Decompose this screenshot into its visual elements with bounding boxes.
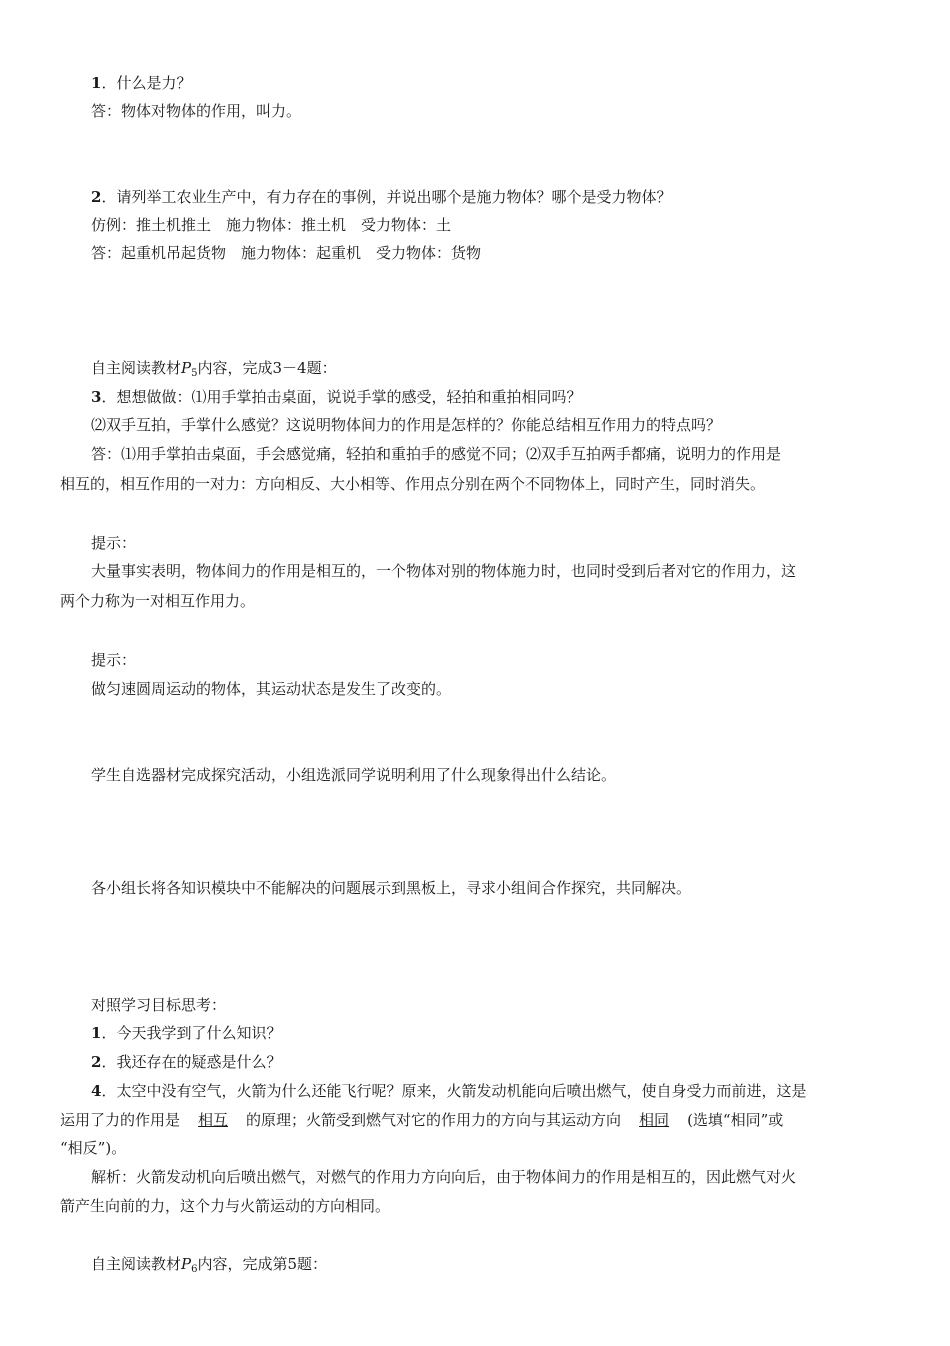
q3-answer-1: 答：⑴用手掌拍击桌面，手会感觉痛，轻拍和重拍手的感觉不同；⑵双手互拍两手都痛，说明力的作用是 <box>91 445 782 463</box>
tip-1-line1: 大量事实表明，物体间力的作用是相互的，一个物体对别的物体施力时，也同时受到后者对它的作用力，这 <box>91 562 797 580</box>
q1-answer: 答：物体对物体的作用，叫力。 <box>91 102 302 120</box>
reflect-item-1: 1．今天我学到了什么知识？ <box>91 1024 282 1042</box>
q4-blank-1: 相互 <box>198 1111 229 1129</box>
q4-analysis-1: 解析：火箭发动机向后喷出燃气，对燃气的作用力方向向后，由于物体间力的作用是相互的，因此燃气对火 <box>91 1168 797 1186</box>
q2-example: 仿例：推土机推土 施力物体：推土机 受力物体：土 <box>91 216 452 234</box>
q4-line2: 运用了力的作用是 相互 的原理；火箭受到燃气对它的作用力的方向与其运动方向 相同 (选填“相同”或 <box>60 1111 784 1129</box>
tip-1-label: 提示： <box>91 534 137 552</box>
q4-line1: 4．太空中没有空气，火箭为什么还能飞行呢？原来，火箭发动机能向后喷出燃气，使自身受力而前进，这是 <box>91 1082 807 1100</box>
reflect-item-2: 2．我还存在的疑惑是什么？ <box>91 1053 282 1071</box>
reflect-title: 对照学习目标思考： <box>91 996 227 1014</box>
tip-2-line1: 做匀速圆周运动的物体，其运动状态是发生了改变的。 <box>91 680 452 698</box>
read-instruction-1: 自主阅读教材$P_5$内容，完成3－4题： <box>91 359 337 379</box>
q4-blank-2: 相同 <box>639 1111 670 1129</box>
activity-text: 学生自选器材完成探究活动，小组选派同学说明利用了什么现象得出什么结论。 <box>91 766 617 784</box>
read-instruction-2: 自主阅读教材$P_6$内容，完成第5题： <box>91 1255 328 1275</box>
q4-analysis-2: 箭产生向前的力，这个力与火箭运动的方向相同。 <box>60 1197 391 1215</box>
q2-question: 2．请列举工农业生产中，有力存在的事例，并说出哪个是施力物体？哪个是受力物体？ <box>91 188 672 206</box>
q1-question: 1．什么是力？ <box>91 74 192 92</box>
q3-line1: 3．想想做做：⑴用手掌拍击桌面，说说手掌的感受，轻拍和重拍相同吗？ <box>91 388 582 406</box>
q4-line3: “相反”)。 <box>60 1139 127 1157</box>
q3-answer-2: 相互的，相互作用的一对力：方向相反、大小相等、作用点分别在两个不同物体上，同时产生，同时消失。 <box>60 475 766 493</box>
tip-2-label: 提示： <box>91 651 137 669</box>
q2-answer: 答：起重机吊起货物 施力物体：起重机 受力物体：货物 <box>91 244 482 262</box>
q3-line2: ⑵双手互拍，手掌什么感觉？这说明物体间力的作用是怎样的？你能总结相互作用力的特点吗？ <box>91 416 722 434</box>
tip-1-line2: 两个力称为一对相互作用力。 <box>60 592 256 610</box>
groups-text: 各小组长将各知识模块中不能解决的问题展示到黑板上，寻求小组间合作探究，共同解决。 <box>91 879 692 897</box>
